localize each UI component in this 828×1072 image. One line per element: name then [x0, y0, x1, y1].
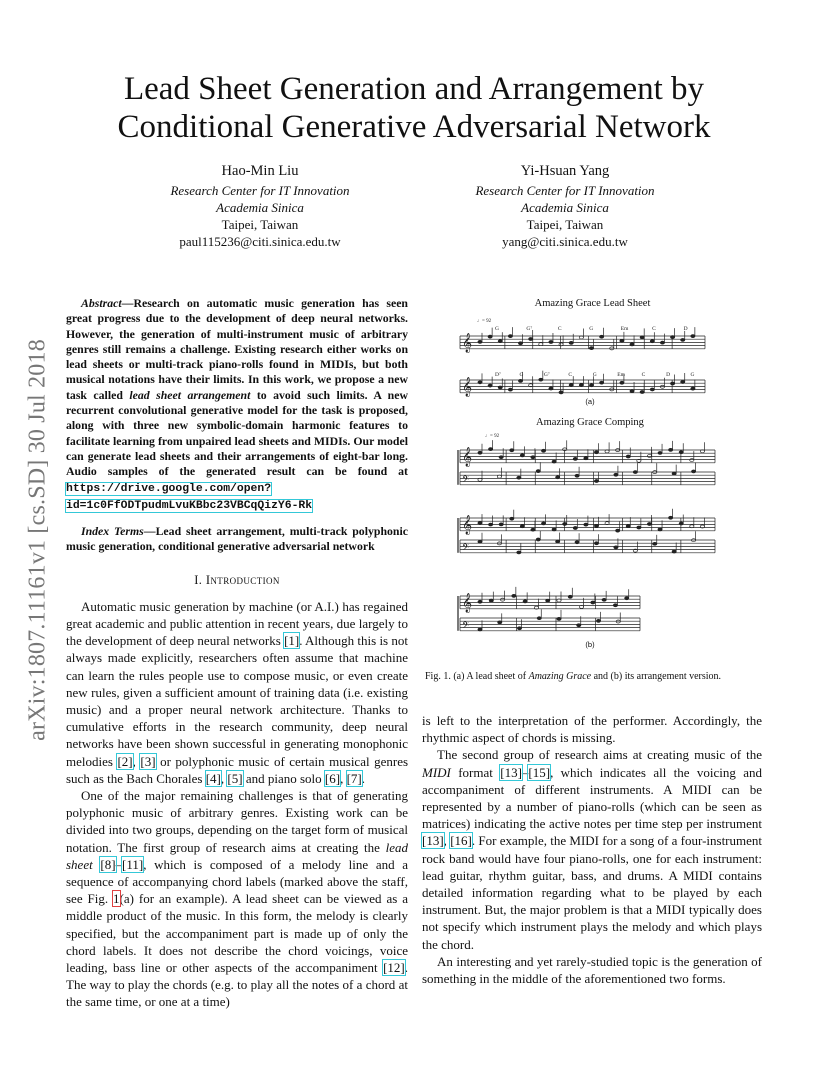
- melody-note: [478, 340, 482, 343]
- melody-note: [660, 385, 664, 388]
- chord-label: G⁷: [526, 326, 533, 332]
- bass-note: [614, 473, 618, 476]
- melody-note: [589, 384, 593, 387]
- comping-note: [478, 522, 482, 525]
- comping-note: [658, 528, 662, 531]
- chord-label: G: [495, 326, 499, 332]
- bass-note: [557, 617, 561, 620]
- comping-note: [546, 599, 550, 602]
- chord-label: C: [557, 326, 562, 332]
- citation[interactable]: [1]: [284, 633, 300, 649]
- citation[interactable]: [16]: [450, 833, 472, 849]
- citation[interactable]: [6]: [324, 770, 341, 786]
- melody-note: [691, 387, 695, 390]
- melody-note: [498, 340, 502, 343]
- melody-note: [549, 387, 553, 390]
- bass-clef: 𝄢: [462, 474, 470, 487]
- comping-note: [679, 451, 683, 454]
- chord-label: D⁷: [495, 372, 501, 378]
- melody-note: [610, 347, 614, 350]
- comping-note: [669, 448, 673, 451]
- melody-note: [640, 390, 644, 393]
- comping-note: [669, 516, 673, 519]
- treble-clef: 𝄞: [462, 333, 473, 353]
- bass-note: [517, 627, 521, 630]
- bass-note: [517, 476, 521, 479]
- paragraph: Automatic music generation by machine (or A.I.) has regained great academic and public attention in recent years, due largely to the development of deep neural networks [1]. Although this is not always made explicitly, researchers often assume that machine can learn the rules people use to compose music, or even create new rules, given a sufficient amount of training data (i.e. existing music) and a proper neural network architecture. Thanks to cumulative efforts in the research community, deep neural networks have been shown successful in generating monophonic melodies [2], [3] or polyphonic music of certain musical genres such as the Bach Chorales [4], [5] and piano solo [6], [7].: [66, 598, 409, 786]
- melody-note: [508, 335, 512, 338]
- figure-caption: Fig. 1. (a) A lead sheet of Amazing Grace and (b) its arrangement version.: [425, 671, 722, 682]
- melody-note: [529, 337, 533, 340]
- comping-note: [625, 597, 629, 600]
- citation[interactable]: [8]: [100, 856, 116, 872]
- citation[interactable]: [15]: [528, 764, 551, 780]
- author-affiliation: Research Center for IT Innovation: [170, 183, 350, 198]
- comping-note: [541, 449, 545, 452]
- bass-note: [537, 617, 541, 620]
- comping-note: [563, 522, 567, 525]
- comping-note: [647, 523, 651, 526]
- comping-note: [616, 529, 620, 532]
- comping-note: [584, 523, 588, 526]
- bass-note: [575, 474, 579, 477]
- comping-note: [552, 460, 556, 463]
- paper-title: [70, 70, 758, 146]
- comping-note: [626, 455, 630, 458]
- author-1: [150, 163, 370, 250]
- chord-label: C: [641, 372, 646, 378]
- comping-note: [499, 523, 503, 526]
- comping-note: [488, 448, 492, 451]
- bass-note: [517, 551, 521, 554]
- figure-title-b: Amazing Grace Comping: [536, 417, 644, 428]
- comping-note: [626, 525, 630, 528]
- comping-note: [478, 451, 482, 454]
- citation[interactable]: [13]: [422, 833, 444, 849]
- comping-note: [568, 595, 572, 598]
- comping-note: [531, 528, 535, 531]
- melody-note: [569, 384, 573, 387]
- melody-note: [508, 388, 512, 391]
- comping-note: [594, 524, 598, 527]
- figure-label-a: (a): [585, 397, 595, 406]
- audio-samples-link[interactable]: https://drive.google.com/open?id=1c0FfODTpudmLvuKBbc23VBCqQizY6-Rk: [66, 482, 313, 512]
- bass-note: [536, 538, 540, 541]
- figure-label-b: (b): [585, 640, 595, 649]
- comping-note: [499, 456, 503, 459]
- melody-note: [630, 343, 634, 346]
- bass-note: [691, 470, 695, 473]
- intro-text: [66, 598, 408, 1011]
- bass-note: [672, 550, 676, 553]
- melody-note: [640, 336, 644, 339]
- melody-note: [518, 342, 522, 345]
- author-2: [455, 163, 675, 250]
- comping-note: [478, 600, 482, 603]
- bass-note: [614, 546, 618, 549]
- treble-clef: 𝄞: [462, 447, 473, 467]
- author-email[interactable]: yang@citi.sinica.edu.tw: [502, 234, 628, 249]
- bass-note: [497, 475, 501, 478]
- comping-note: [489, 599, 493, 602]
- bass-clef: 𝄢: [462, 542, 470, 555]
- bass-note: [478, 540, 482, 543]
- comping-note: [591, 601, 595, 604]
- bass-note: [577, 624, 581, 627]
- bass-note: [575, 541, 579, 544]
- citation[interactable]: [7]: [346, 770, 362, 786]
- author-name: Hao-Min Liu: [221, 163, 299, 179]
- citation[interactable]: [4]: [205, 770, 221, 786]
- chord-label: Em: [620, 326, 629, 332]
- comping-note: [584, 457, 588, 460]
- bass-note: [594, 542, 598, 545]
- comping-note: [541, 522, 545, 525]
- right-column: [422, 712, 762, 987]
- comping-note: [647, 454, 651, 457]
- melody-note: [569, 341, 573, 344]
- treble-clef: 𝄞: [462, 377, 473, 397]
- comping-note: [500, 598, 504, 601]
- melody-note: [620, 381, 624, 384]
- melody-note: [539, 378, 543, 381]
- sheet-music: [455, 312, 795, 633]
- paragraph: An interesting and yet rarely-studied topic is the generation of something in the middle of the aforementioned two forms.: [422, 953, 762, 987]
- melody-note: [488, 384, 492, 387]
- melody-note: [478, 381, 482, 384]
- melody-note: [681, 381, 685, 384]
- citation[interactable]: [12]: [383, 960, 405, 976]
- melody-note: [559, 391, 563, 394]
- figure-ref[interactable]: 1: [113, 891, 120, 907]
- treble-clef: 𝄞: [462, 515, 473, 535]
- bass-note: [556, 476, 560, 479]
- bass-note: [596, 619, 600, 622]
- chord-label: G: [690, 372, 695, 378]
- melody-note: [670, 382, 674, 385]
- chord-label: G⁷: [543, 372, 550, 378]
- left-column: [66, 296, 408, 1011]
- melody-note: [670, 336, 674, 339]
- melody-note: [630, 390, 634, 393]
- chord-label: G: [589, 326, 594, 332]
- bass-note: [633, 471, 637, 474]
- paragraph: is left to the interpretation of the performer. Accordingly, the rhythmic aspect of chords is missing.: [422, 713, 762, 746]
- comping-note: [510, 449, 514, 452]
- comping-note: [523, 600, 527, 603]
- melody-note: [600, 335, 604, 338]
- tempo-mark: ♩= 92: [477, 319, 492, 324]
- comping-note: [658, 451, 662, 454]
- comping-note: [594, 451, 598, 454]
- comping-note: [602, 598, 606, 601]
- chord-label: G: [592, 372, 597, 378]
- comping-note: [679, 522, 683, 525]
- author-city: Taipei, Taiwan: [221, 217, 299, 232]
- citation[interactable]: [13]: [500, 764, 522, 780]
- tempo-mark: ♩= 92: [485, 434, 500, 439]
- title-line-1: Lead Sheet Generation and Arrangement by: [123, 71, 705, 107]
- melody-note: [518, 379, 522, 382]
- bass-note: [556, 540, 560, 543]
- melody-note: [650, 340, 654, 343]
- citation[interactable]: [5]: [227, 770, 243, 786]
- melody-note: [681, 338, 685, 341]
- comping-note: [510, 517, 514, 520]
- citation[interactable]: [11]: [122, 856, 144, 872]
- melody-note: [620, 339, 624, 342]
- melody-note: [589, 347, 593, 350]
- section-heading: I. Introduction: [194, 572, 280, 587]
- chord-label: Em: [617, 372, 625, 378]
- author-email[interactable]: paul115236@citi.sinica.edu.tw: [179, 234, 341, 249]
- comping-note: [563, 448, 567, 451]
- abstract: Abstract—Research on automatic music generation has seen great progress due to the development of deep neural networks. However, the generation of multi-instrument music of arbitrary genres still remains a challenge. Existing research either works on lead sheets or multi-track piano-rolls found in MIDIs, but both musical notations have their limits. In this work, we propose a new task called lead sheet arrangement to avoid such limits. A new recurrent convolutional generative model for the task is proposed, along with three new symbolic-domain harmonic features to facilitate learning from unpaired lead sheets and MIDIs. Our model can generate lead sheets and their arrangements of eight-bar long. Audio samples of the generated result can be found at https://drive.google.com/open?id=1c0FfODTpudmLvuKBbc23VBCqQizY6-Rk: [66, 296, 409, 512]
- melody-note: [691, 335, 695, 338]
- comping-note: [552, 528, 556, 531]
- melody-note: [600, 381, 604, 384]
- bass-note: [672, 472, 676, 475]
- paragraph: The second group of research aims at creating music of the MIDI format [13]–[15], which indicates all the voicing and accompaniment of different instruments. A MIDI can be represented by a number of piano-rolls (which can be seen as matrices) indicating the active notes per time step per instrument [13], [16]. For example, the MIDI for a song of a four-instrument rock band would have four piano-rolls, one for each instrument: lead guitar, rhythm guitar, bass, and drums. A MIDI contains detailed information regarding what to be played by each instrument. But, the major problem is that a MIDI typically does not specify which instrument plays the melody and which plays the chord.: [422, 747, 763, 952]
- comping-note: [531, 456, 535, 459]
- index-terms: Index Terms—Lead sheet arrangement, multi-track polyphonic music generation, conditional generative adversarial network: [66, 524, 408, 554]
- melody-note: [660, 341, 664, 344]
- bass-note: [478, 628, 482, 631]
- citation[interactable]: [2]: [117, 753, 133, 769]
- melody-note: [549, 340, 553, 343]
- melody-note: [579, 336, 583, 339]
- comping-note: [573, 457, 577, 460]
- bass-note: [536, 470, 540, 473]
- comping-note: [488, 523, 492, 526]
- comping-note: [613, 604, 617, 607]
- arxiv-side-label: arXiv:1807.11161v1 [cs.SD] 30 Jul 2018: [24, 339, 51, 741]
- figure-title-a: Amazing Grace Lead Sheet: [534, 298, 651, 309]
- comping-note: [512, 594, 516, 597]
- author-affiliation: Research Center for IT Innovation: [475, 183, 655, 198]
- bass-note: [653, 542, 657, 545]
- paragraph: One of the major remaining challenges is that of generating polyphonic music of arbitrary genres. Existing work can be divided into two groups, depending on the target form of musical notation. The first group of research aims at creating the lead sheet [8]–[11], which is composed of a melody line and a sequence of accompanying chord labels (marked above the staff, see Fig. 1(a) for an example). A lead sheet can be viewed as a middle product of the music. In this form, the melody is clearly specified, but the accompaniment part is made up of only the chord labels. It does not describe the chord voicings, voice leading, bass line or other aspects of the accompaniment [12]. The way to play the chords (e.g. to play all the notes of a chord at the same time, or one at a time): [66, 787, 408, 1010]
- bass-note: [594, 480, 598, 483]
- melody-note: [650, 388, 654, 391]
- melody-note: [579, 384, 583, 387]
- chord-label: C: [652, 326, 656, 332]
- chord-label: D: [683, 326, 688, 332]
- comping-note: [573, 527, 577, 530]
- melody-note: [488, 335, 492, 338]
- comping-note: [520, 454, 524, 457]
- comping-note: [690, 459, 694, 462]
- bass-note: [498, 621, 502, 624]
- chord-label: D: [666, 372, 671, 378]
- author-city: Taipei, Taiwan: [526, 217, 604, 232]
- citation[interactable]: [3]: [140, 753, 156, 769]
- chord-label: C: [568, 372, 573, 378]
- author-institution: Academia Sinica: [216, 200, 304, 215]
- comping-note: [637, 526, 641, 529]
- title-line-2: Conditional Generative Adversarial Network: [117, 109, 711, 145]
- treble-clef: 𝄞: [462, 593, 473, 613]
- author-institution: Academia Sinica: [521, 200, 609, 215]
- comping-note: [520, 525, 524, 528]
- bass-clef: 𝄢: [462, 620, 470, 633]
- chord-label: G: [519, 372, 524, 378]
- author-name: Yi-Hsuan Yang: [520, 163, 610, 179]
- melody-note: [498, 386, 502, 389]
